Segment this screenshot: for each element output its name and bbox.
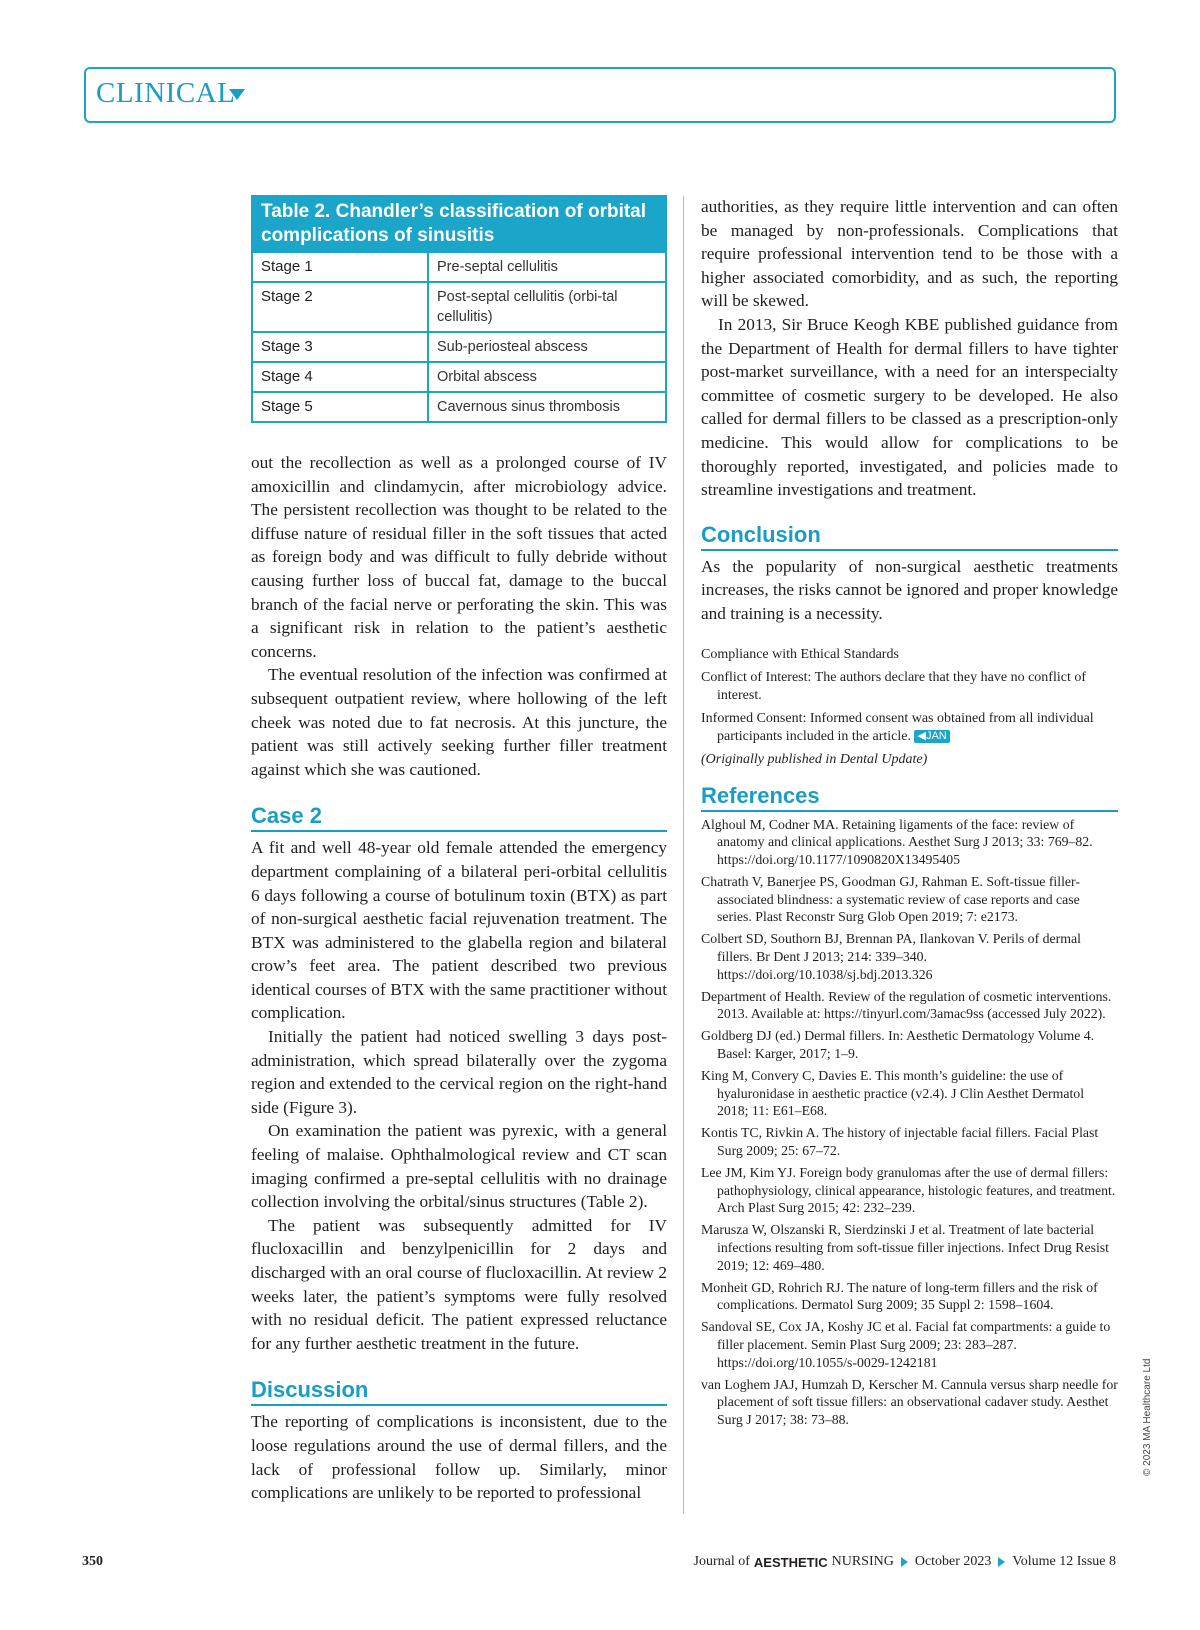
table-title: Table 2. Chandler’s classification of orbital complications of sinusitis bbox=[253, 197, 665, 251]
reference-item: Department of Health. Review of the regulation of cosmetic interventions. 2013. Available at: https://tinyurl.com/3amac9ss (accessed July 2022). bbox=[701, 988, 1112, 1022]
reference-item: van Loghem JAJ, Humzah D, Kerscher M. Cannula versus sharp needle for placement of soft tissue fillers: an observational cadaver study. Aesthet Surg J 2017; 38: 73–88. bbox=[701, 1376, 1118, 1428]
table-row bbox=[253, 251, 665, 281]
left-column bbox=[251, 195, 667, 1505]
reference-item: King M, Convery C, Davies E. This month’s guideline: the use of hyaluronidase in aesthetic practice (v2.4). J Clin Aesthet Dermatol 2018; 11: E61–E68. bbox=[701, 1067, 1085, 1119]
body-paragraph: out the recollection as well as a prolonged course of IV amoxicillin and clindamycin, after microbiology advice. The persistent recollection was thought to be related to the diffuse nature of residual filler in the soft tissues that acted as foreign body and was difficult to fully debride without causing further loss of buccal fat, damage to the buccal branch of the facial nerve or perforating the skin. This was a significant risk in relation to the patient’s aesthetic concerns. bbox=[251, 453, 667, 661]
journal-name-suffix: NURSING bbox=[831, 1554, 894, 1569]
table-cell-description: Post-septal cellulitis (orbi-tal cellulitis) bbox=[437, 289, 618, 325]
section-header bbox=[84, 67, 1116, 123]
right-column bbox=[701, 195, 1118, 1433]
body-paragraph: As the popularity of non-surgical aesthetic treatments increases, the risks cannot be ignored and proper knowledge and training is a necessity. bbox=[701, 556, 1119, 623]
issue-volume: Volume 12 Issue 8 bbox=[1012, 1554, 1116, 1569]
journal-footer bbox=[694, 1554, 1116, 1570]
body-paragraph: In 2013, Sir Bruce Keogh KBE published guidance from the Department of Health for dermal fillers to have tighter post-market surveillance, with a need for an interspecialty committee of cosmetic surgery to be developed. He also called for dermal fillers to be classed as a prescription-only medicine. This would allow for complications to be thoroughly reported, investigated, and policies made to streamline investigations and treatment. bbox=[701, 314, 1118, 500]
table-cell-description: Pre-septal cellulitis bbox=[437, 259, 558, 275]
table-cell-stage: Stage 1 bbox=[253, 253, 429, 281]
triangle-right-icon bbox=[901, 1557, 908, 1567]
triangle-right-icon bbox=[998, 1557, 1005, 1567]
reference-item: Alghoul M, Codner MA. Retaining ligaments of the face: review of anatomy and clinical applications. Aesthet Surg J 2013; 33: 769–82. https://doi.org/10.1177/1090820X13495405 bbox=[701, 816, 1093, 868]
table-row bbox=[253, 361, 665, 391]
reference-item: Sandoval SE, Cox JA, Koshy JC et al. Facial fat compartments: a guide to filler placement. Semin Plast Surg 2009; 23: 283–287. https://doi.org/10.1055/s-0029-1242181 bbox=[701, 1319, 1111, 1370]
reference-item: Lee JM, Kim YJ. Foreign body granulomas after the use of dermal fillers: pathophysiology, clinical appearance, histologic features, and treatment. Arch Plast Surg 2015; 42: 232–239. bbox=[701, 1164, 1116, 1216]
consent-statement bbox=[701, 710, 1118, 746]
jan-badge: ◀JAN bbox=[914, 730, 949, 743]
references-heading: References bbox=[701, 783, 1118, 812]
reference-item: Chatrath V, Banerjee PS, Goodman GJ, Rahman E. Soft-tissue filler-associated blindness: a systematic review of case reports and case series. Plast Reconstr Surg Glob Open 2019; 7: e2173. bbox=[701, 873, 1080, 925]
reference-item: Marusza W, Olszanski R, Sierdzinski J et al. Treatment of late bacterial infections resulting from soft-tissue filler injections. Infect Drug Resist 2019; 12: 469–480. bbox=[701, 1222, 1109, 1273]
column-divider bbox=[683, 196, 684, 1514]
body-paragraph: authorities, as they require little intervention and can often be managed by non-professionals. Complications that require professional intervention tend to be those with a higher associated comorbidity, and as such, the reporting will be skewed. bbox=[701, 197, 1118, 311]
table-row bbox=[253, 331, 665, 361]
body-paragraph: The eventual resolution of the infection was confirmed at subsequent outpatient review, where hollowing of the left cheek was noted due to fat necrosis. At this juncture, the patient was still actively seeking further filler treatment against which she was cautioned. bbox=[251, 665, 667, 779]
reference-list bbox=[701, 816, 1118, 1430]
table-row bbox=[253, 281, 665, 331]
origin-note: (Originally published in Dental Update) bbox=[701, 751, 928, 767]
body-paragraph: Initially the patient had noticed swelling 3 days post-administration, which spread bilaterally over the zygoma region and extended to the cervical region on the right-hand side (Figure 3). bbox=[251, 1027, 667, 1117]
section-label: CLINICAL bbox=[96, 77, 236, 109]
reference-item: Kontis TC, Rivkin A. The history of injectable facial fillers. Facial Plast Surg 2009; 25: 67–72. bbox=[701, 1125, 1099, 1159]
body-paragraph: A fit and well 48-year old female attended the emergency department complaining of a bilateral peri-orbital cellulitis 6 days following a course of botulinum toxin (BTX) as part of non-surgical aesthetic facial rejuvenation treatment. The BTX was administered to the glabella region and bilateral crow’s feet area. The patient described two previous identical courses of BTX with the same practitioner without complication. bbox=[251, 838, 667, 1023]
ethics-title: Compliance with Ethical Standards bbox=[701, 646, 899, 662]
jan-badge-label: JAN bbox=[925, 729, 947, 742]
classification-table bbox=[251, 195, 667, 423]
triangle-down-icon bbox=[229, 89, 245, 100]
reference-item: Colbert SD, Southorn BJ, Brennan PA, Ilankovan V. Perils of dermal fillers. Br Dent J 2013; 214: 339–340. https://doi.org/10.1038/sj.bdj.2013.326 bbox=[701, 931, 1081, 982]
journal-name-emphasis: AESTHETIC bbox=[753, 1554, 828, 1570]
body-paragraph: On examination the patient was pyrexic, with a general feeling of malaise. Ophthalmological review and CT scan imaging confirmed a pre-septal cellulitis with no drainage collection involving the orbital/sinus structures (Table 2). bbox=[251, 1121, 667, 1212]
table-cell-description: Sub-periosteal abscess bbox=[437, 339, 588, 355]
consent-text: Informed Consent: Informed consent was obtained from all individual participants included in the article. bbox=[701, 710, 1094, 744]
table-cell-stage: Stage 5 bbox=[253, 393, 429, 421]
table-cell-stage: Stage 4 bbox=[253, 363, 429, 391]
page-number: 350 bbox=[82, 1554, 103, 1569]
table-cell-stage: Stage 2 bbox=[253, 283, 429, 331]
table-cell-stage: Stage 3 bbox=[253, 333, 429, 361]
issue-date: October 2023 bbox=[914, 1554, 992, 1569]
copyright-notice: © 2023 MA Healthcare Ltd bbox=[1142, 1358, 1153, 1476]
table-row bbox=[253, 391, 665, 421]
reference-item: Goldberg DJ (ed.) Dermal fillers. In: Aesthetic Dermatology Volume 4. Basel: Karger, 2017; 1–9. bbox=[701, 1028, 1095, 1062]
reference-item: Monheit GD, Rohrich RJ. The nature of long-term fillers and the risk of complications. Dermatol Surg 2009; 35 Suppl 2: 1598–1604. bbox=[701, 1279, 1098, 1313]
conclusion-heading: Conclusion bbox=[701, 522, 1118, 551]
journal-name-prefix: Journal of bbox=[693, 1554, 750, 1569]
discussion-heading: Discussion bbox=[251, 1377, 667, 1406]
table-cell-description: Cavernous sinus thrombosis bbox=[437, 399, 620, 415]
body-paragraph: The patient was subsequently admitted for IV flucloxacillin and benzylpenicillin for 2 days and discharged with an oral course of flucloxacillin. At review 2 weeks later, the patient’s symptoms were fully resolved with no residual deficit. The patient expressed reluctance for any further aesthetic treatment in the future. bbox=[251, 1215, 667, 1353]
conflict-statement: Conflict of Interest: The authors declare that they have no conflict of interest. bbox=[701, 669, 1086, 703]
body-paragraph: The reporting of complications is inconsistent, due to the loose regulations around the use of dermal fillers, and the lack of professional follow up. Similarly, minor complications are unlikely to be reported to professional bbox=[251, 1412, 667, 1503]
table-cell-description: Orbital abscess bbox=[437, 369, 537, 385]
case2-heading: Case 2 bbox=[251, 803, 667, 832]
